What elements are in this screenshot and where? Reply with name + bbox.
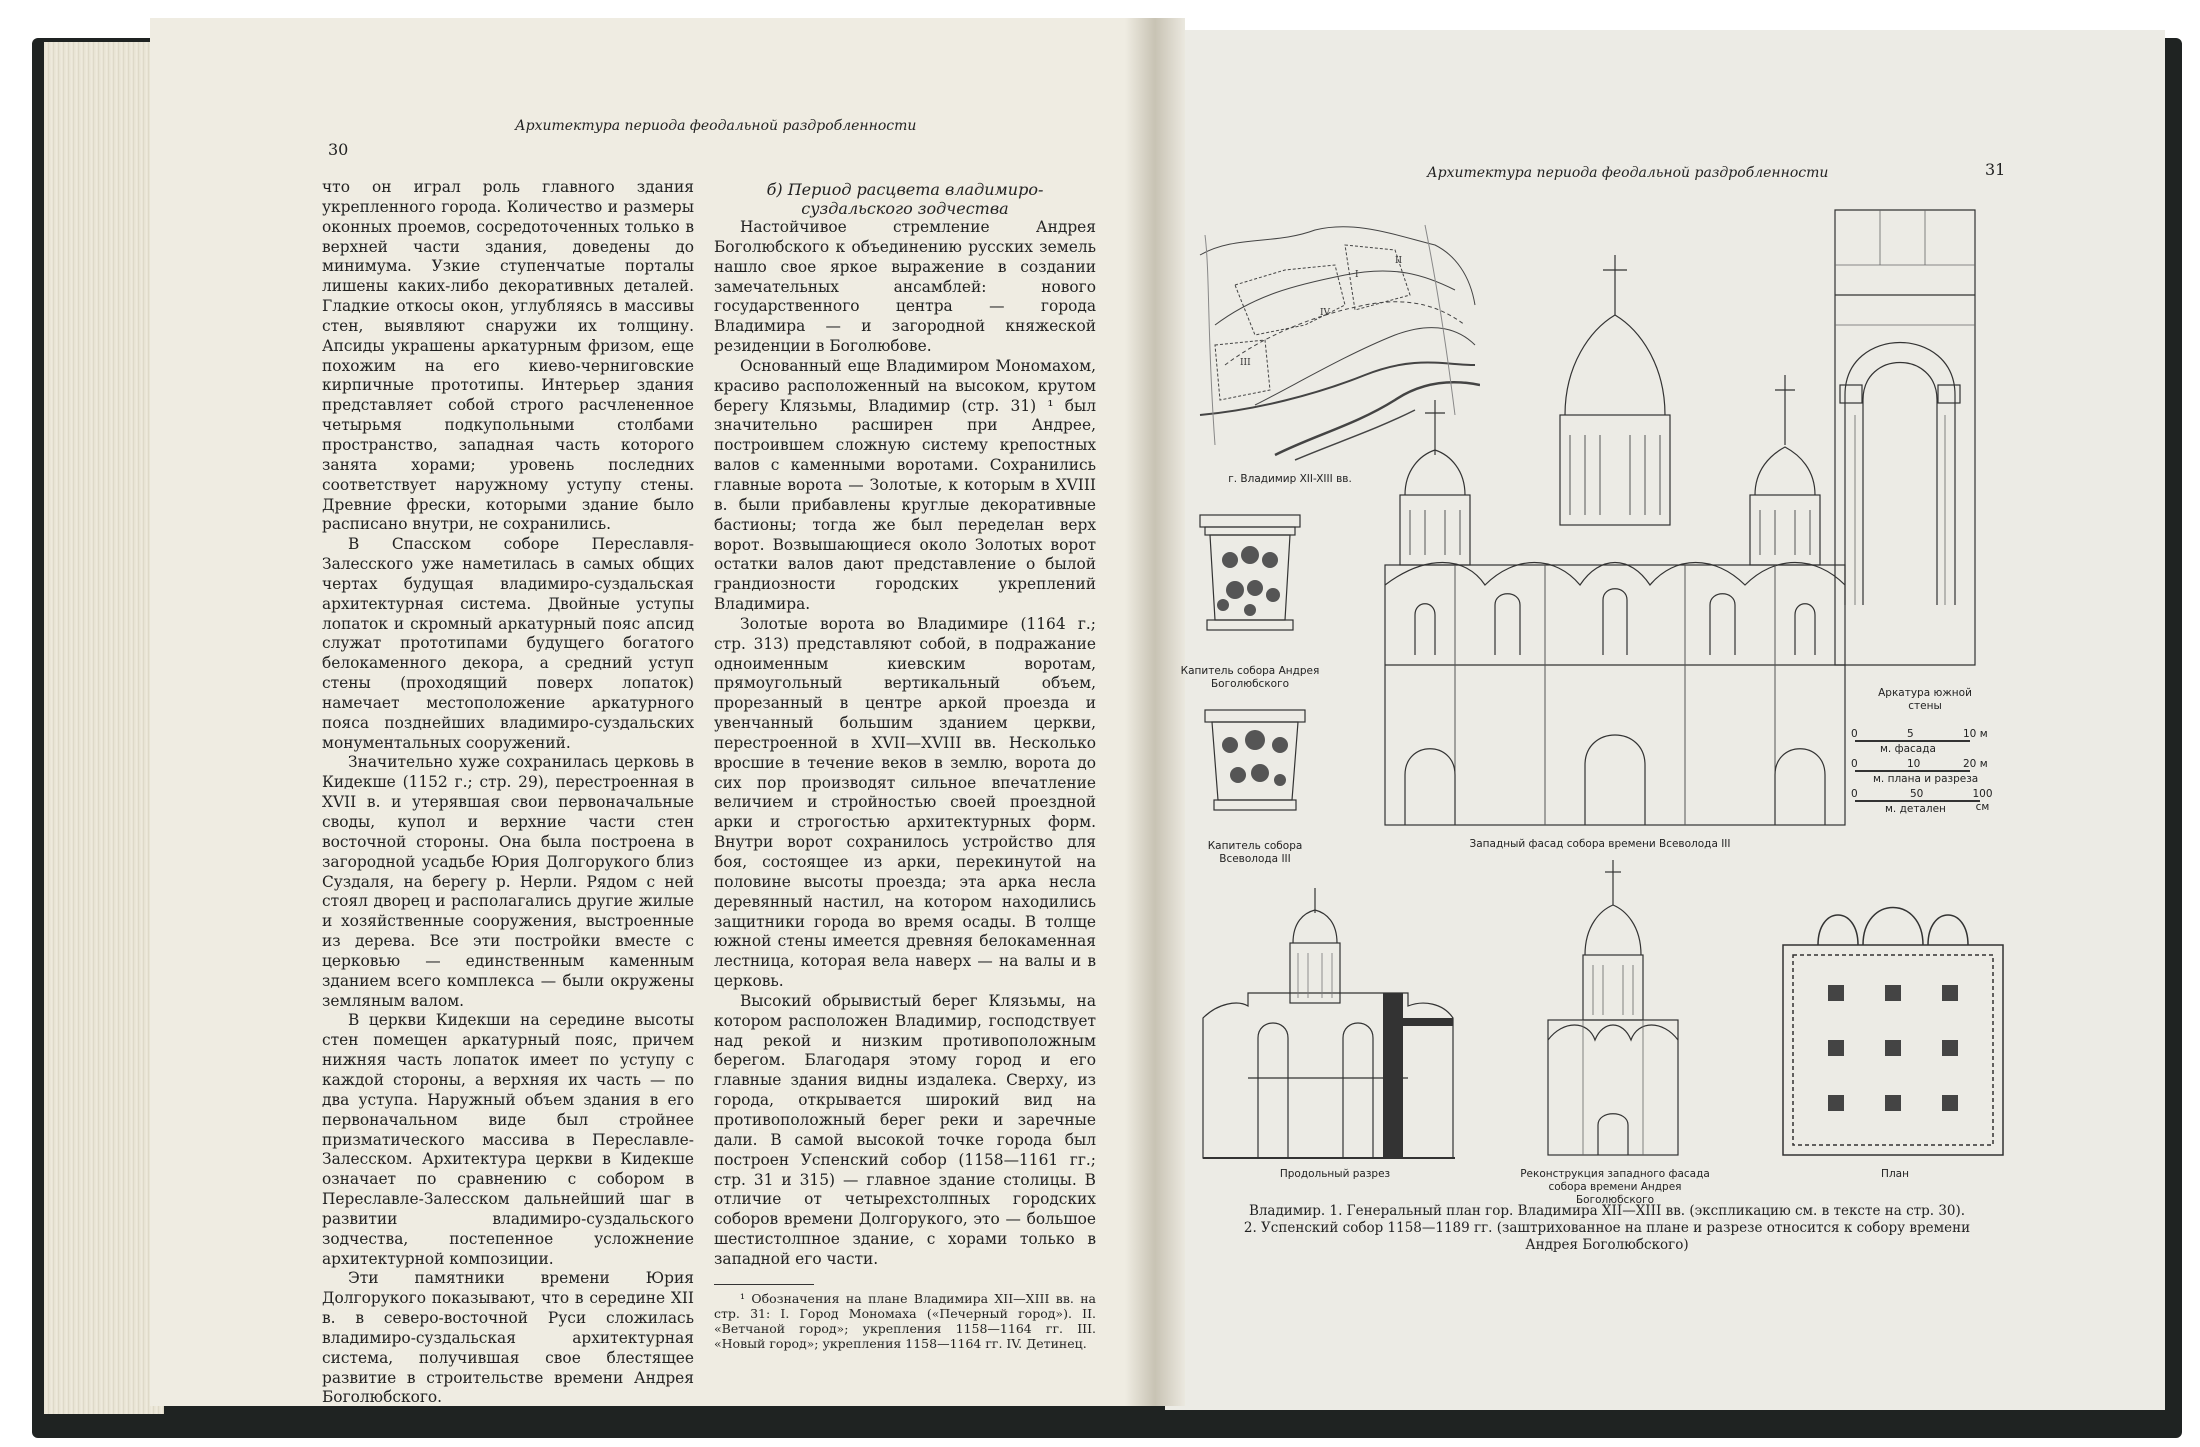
scale-label: м. детален	[1885, 803, 1946, 815]
arcature-label: Аркатура южной стены	[1878, 687, 1972, 712]
paragraph: В Спасском соборе Переславля-Залесского уже наметилась в самых общих чертах будущая владимиро-суздальская архитектурная система. Двойные уступы лопаток и скромный аркатурный пояс апсид служат прототипами будущего богатого белокаменного декора, а средний уступ стены (проходящий поверх лопаток) намечает местоположение аркатурного пояса позднейших владимиро-суздальских монументальных сооружений.	[322, 535, 694, 752]
scale-tick: 5	[1907, 728, 1914, 740]
scale-details	[1851, 788, 2000, 818]
section-label: Продольный разрез	[1279, 1168, 1391, 1180]
ground-plan-drawing	[1778, 890, 2008, 1160]
reconstruction-label: Реконструкция западного фасада собора времени Андрея Боголюбского	[1520, 1168, 1710, 1206]
section-subheading: б) Период расцвета владимиро-суздальского зодчества	[766, 180, 1044, 218]
caption-line-1: Владимир. 1. Генеральный план гор. Владимира XII—XIII вв. (экспликацию см. в тексте на стр. 30).	[1248, 1203, 1966, 1219]
scale-tick: 20 м	[1963, 758, 1988, 770]
arcature-drawing	[1825, 205, 1985, 670]
paragraph: Основанный еще Владимиром Мономахом, красиво расположенный на высоком, крутом берегу Клязьмы, Владимир (стр. 31) ¹ был значительно расширен при Андрее, построившем сложную систему крепостных валов с каменными воротами. Сохранились главные ворота — Золотые, к которым в XVIII в. были прибавлены круглые декоративные бастионы; тогда же был переделан верх ворот. Возвышающиеся около Золотых ворот остатки валов дают представление о былой грандиозности городских укреплений Владимира.	[714, 356, 1096, 614]
scale-tick: 10 м	[1963, 728, 1988, 740]
left-column-2	[714, 180, 1096, 1351]
scale-label: м. плана и разреза	[1873, 773, 1979, 785]
paragraph: В церкви Кидекши на середине высоты стен помещен аркатурный пояс, причем нижняя часть лопаток имеет по уступу с каждой стороны, а верхняя их часть — по два уступа. Наружный объем здания в его первоначальном виде был стройнее призматического массива в Переславле-Залесском. Архитектура церкви в Кидекше означает по сравнению с собором в Переславле-Залесском дальнейший шаг в развитии владимиро-суздальского зодчества, постепенное усложнение архитектурной композиции.	[322, 1011, 694, 1268]
paragraph: Настойчивое стремление Андрея Боголюбского к объединению русских земель нашло свое яркое выражение в создании замечательных ансамблей: нового государственного центра — города Владимира — и загородной княжеской резиденции в Боголюбове.	[714, 218, 1096, 356]
book-gutter	[1125, 18, 1185, 1406]
paragraph: Высокий обрывистый берег Клязьмы, на котором расположен Владимир, господствует над рекой и низким противоположным берегом. Благодаря этому город и его главные здания видны издалека. Сверху, из города, открывается широкий вид на противоположный берег реки и заречные дали. В самой высокой точке города был построен Успенский собор (1158—1161 гг.; стр. 31 и 315) — главное здание столицы. В отличие от четырехстолпных городских соборов времени Долгорукого, это — большое шестистолпное здание, с хорами только в западной его части.	[714, 991, 1096, 1268]
plan-roman-4: IV	[1320, 308, 1331, 318]
paragraph: Золотые ворота во Владимире (1164 г.; стр. 313) представляют собой, в подражание одноименным киевским воротам, прямоугольный вертикальный объем, прорезанный в центре аркой проезда и увенчанный большим зданием церкви, перестроенной в XVII—XVIII вв. Несколько вросшие в течение веков в землю, ворота до сих пор производят сильное впечатление величием и стройностью своей проездной арки и строгостью архитектурных форм. Внутри ворот сохранилось устройство для боя, состоящее из арки, перекинутой на половине высоты проезда; эта арка несла деревянный настил, на котором находились защитники города во время осады. В толще южной стены имеется древняя белокаменная лестница, которая вела наверх — на валы и в церковь.	[714, 614, 1096, 991]
left-running-head: Архитектура периода феодальной раздробленности	[515, 118, 917, 134]
page-edges	[44, 42, 164, 1414]
scale-tick: 50	[1910, 788, 1924, 800]
city-plan-label: г. Владимир XII-XIII вв.	[1228, 473, 1352, 485]
caption-line-2: 2. Успенский собор 1158—1189 гг. (заштрихованное на плане и разрезе относится к собору времени	[1243, 1220, 1971, 1236]
scale-tick: 100 см	[1972, 788, 1993, 813]
scale-tick: 0	[1851, 728, 1858, 740]
plan-label: План	[1881, 1168, 1909, 1180]
left-page-number: 30	[328, 140, 349, 159]
paragraph: Эти памятники времени Юрия Долгорукого показывают, что в середине XII в. в северо-восточной Руси сложилась владимиро-суздальская архитектурная система, получившая свое блестящее развитие в строительстве времени Андрея Боголюбского.	[322, 1269, 694, 1407]
capital-1-drawing	[1195, 510, 1305, 640]
scale-tick: 10	[1907, 758, 1921, 770]
figure-caption	[1232, 1203, 1982, 1254]
paragraph: что он играл роль главного здания укрепленного города. Количество и размеры оконных проемов, сосредоточенных только в верхней части здания, доведены до минимума. Узкие ступенчатые порталы лишены каких-либо декоративных деталей. Гладкие откосы окон, углубляясь в массивы стен, выявляют снаружи их толщину. Апсиды украшены аркатурным фризом, еще похожим на его киево-черниговские кирпичные прототипы. Интерьер здания представляет собой строго расчлененное четырьмя подкупольными столбами пространство, западная часть которого занята хорами; уровень последних соответствует наружному уступу стены. Древние фрески, которыми здание было расписано внутри, не сохранились.	[322, 178, 694, 534]
scale-tick: 0	[1851, 758, 1858, 770]
caption-line-3: Андрея Боголюбского)	[1525, 1237, 1689, 1253]
longitudinal-section-drawing	[1198, 888, 1460, 1160]
scale-tick: 0	[1851, 788, 1858, 800]
capital-2-drawing	[1200, 705, 1310, 825]
left-column-1	[322, 178, 694, 1408]
footnote: ¹ Обозначения на плане Владимира XII—XIII вв. на стр. 31: I. Город Мономаха («Печерный город»). II. «Ветчаной город»; укрепления 1158—1164 гг. III. «Новый город»; укрепления 1158—1164 гг. IV. Детинец.	[714, 1290, 1096, 1351]
scale-plan	[1851, 758, 2000, 788]
scale-bars	[1851, 728, 2000, 818]
paragraph: Значительно хуже сохранилась церковь в Кидекше (1152 г.; стр. 29), перестроенная в XVII в. и утерявшая свои первоначальные своды, купол и верхние части стен восточной стороны. Она была построена в загородной усадьбе Юрия Долгорукого близ Суздаля, на берегу р. Нерли. Рядом с ней стоял дворец и располагались другие жилые и хозяйственные сооружения, выстроенные из дерева. Все эти постройки вместе с церковью — единственным каменным зданием всего комплекса — были окружены земляным валом.	[322, 753, 694, 1010]
footnote-rule	[714, 1284, 814, 1285]
scale-facade	[1851, 728, 2000, 758]
right-page-number: 31	[1985, 160, 2006, 179]
plan-roman-3: III	[1240, 358, 1251, 368]
west-facade-label: Западный фасад собора времени Всеволода III	[1469, 838, 1731, 850]
capital-2-label: Капитель собора Всеволода III	[1207, 840, 1303, 865]
plan-roman-2: II	[1395, 256, 1403, 266]
scale-label: м. фасада	[1880, 743, 1936, 755]
capital-1-label: Капитель собора Андрея Боголюбского	[1180, 665, 1320, 690]
reconstruction-drawing	[1543, 860, 1683, 1160]
right-running-head: Архитектура периода феодальной раздробленности	[1427, 165, 1829, 181]
plan-roman-1: I	[1355, 270, 1359, 280]
west-facade-drawing	[1375, 255, 1855, 830]
